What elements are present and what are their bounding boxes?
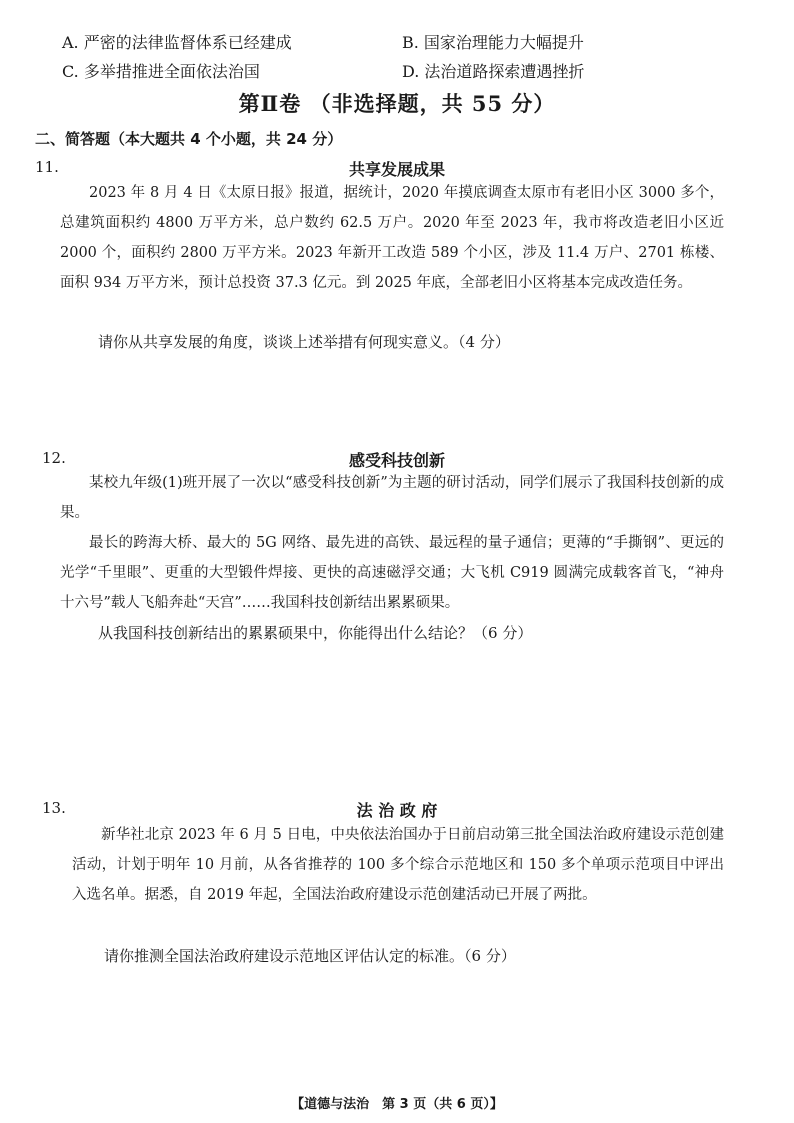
question-title-11: 共享发展成果 (348, 160, 445, 179)
question-title-12: 感受科技创新 (348, 451, 445, 470)
option-a: A. 严密的法律监督体系已经建成 (62, 33, 292, 52)
question-13-prompt: 请你推测全国法治政府建设示范地区评估认定的标准。（6 分） (104, 947, 516, 965)
section-title: 第Ⅱ卷 （非选择题，共 55 分） (238, 91, 556, 116)
question-12-prompt: 从我国科技创新结出的累累硕果中，你能得出什么结论？（6 分） (98, 624, 533, 642)
question-11-paragraph: 2023 年 8 月 4 日《太原日报》报道，据统计，2020 年摸底调查太原市有老旧小区 3000 多个，总建筑面积约 4800 万平方米，总户数约 62.5 万户。2020 年至 2023 年，我市将改造老旧小区近 2000 个，面积约 2800 万平方米。2023 年新开工改造 589 个小区，涉及 11.4 万户、2701 栋楼、面积 934 万平方米，预计总投资 37.3 亿元。到 2025 年底，全部老旧小区将基本完成改造任务。 (60, 185, 724, 291)
option-b: B. 国家治理能力大幅提升 (402, 33, 584, 52)
question-12-paragraph-2: 最长的跨海大桥、最大的 5G 网络、最先进的高铁、最远程的量子通信；更薄的“手撕钢”、更远的光学“千里眼”、更重的大型锻件焊接、更快的高速磁浮交通；大飞机 C919 圆满完成载客首飞，“神舟十六号”载人飞船奔赴“天宫”……我国科技创新结出累累硕果。 (60, 535, 724, 611)
option-c: C. 多举措推进全面依法治国 (62, 62, 260, 81)
question-number-13: 13. (42, 799, 66, 817)
question-title-13: 法 治 政 府 (356, 801, 438, 820)
question-number-12: 12. (42, 449, 66, 467)
question-11-prompt: 请你从共享发展的角度，谈谈上述举措有何现实意义。（4 分） (98, 333, 510, 351)
part-heading: 二、简答题（本大题共 4 个小题，共 24 分） (35, 130, 343, 148)
question-number-11: 11. (35, 158, 59, 176)
question-12-paragraph-1: 某校九年级(1)班开展了一次以“感受科技创新”为主题的研讨活动，同学们展示了我国科技创新的成果。 (60, 475, 724, 521)
option-d: D. 法治道路探索遭遇挫折 (402, 62, 585, 81)
question-13-paragraph: 新华社北京 2023 年 6 月 5 日电，中央依法治国办于日前启动第三批全国法治政府建设示范创建活动，计划于明年 10 月前，从各省推荐的 100 多个综合示范地区和 150 多个单项示范项目中评出入选名单。据悉，自 2019 年起，全国法治政府建设示范创建活动已开展了两批。 (72, 827, 724, 903)
page-footer: 【道德与法治 第 3 页（共 6 页）】 (291, 1097, 503, 1112)
